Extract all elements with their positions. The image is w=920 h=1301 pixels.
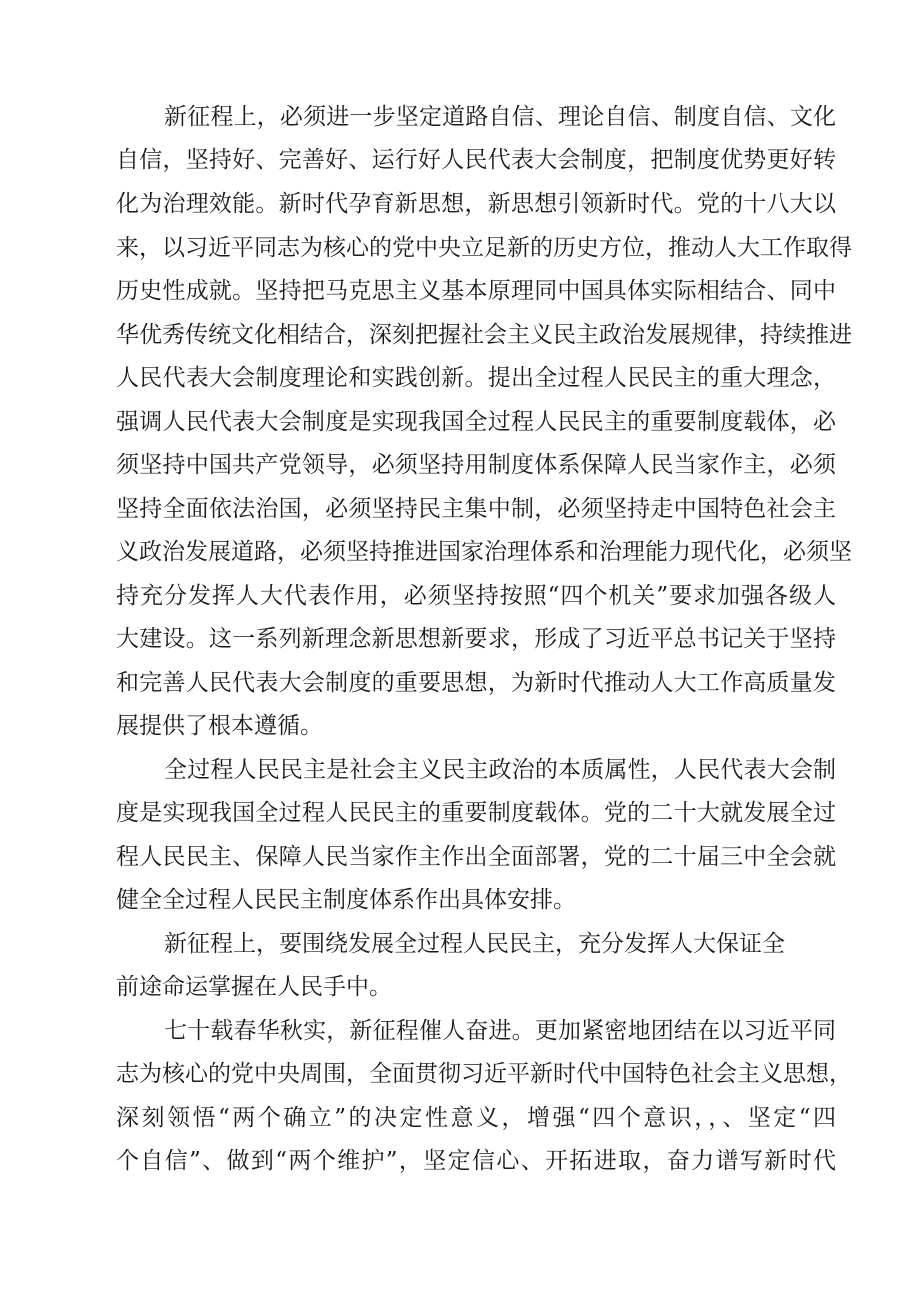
text-line: 须坚持中国共产党领导，必须坚持用制度体系保障人民当家作主，必须 [116,452,836,478]
text-line: 坚持全面依法治国，必须坚持民主集中制，必须坚持走中国特色社会主 [116,496,836,522]
text-line: 志为核心的党中央周围，全面贯彻习近平新时代中国特色社会主义思想， [116,1061,852,1087]
text-line: 度是实现我国全过程人民民主的重要制度载体。党的二十大就发展全过 [116,800,836,826]
text-line: 历史性成就。坚持把马克思主义基本原理同中国具体实际相结合、同中 [116,278,836,304]
text-line: 新征程上，必须进一步坚定道路自信、理论自信、制度自信、文化 [164,104,836,130]
text-line: 全过程人民民主是社会主义民主政治的本质属性，人民代表大会制 [164,757,836,783]
text-line: 程人民民主、保障人民当家作主作出全面部署，党的二十届三中全会就 [116,844,836,870]
text-line: 个自信”、做到“两个维护”，坚定信心、开拓进取，奋力谱写新时代 [116,1148,836,1174]
text-line: 健全全过程人民民主制度体系作出具体安排。 [116,887,576,913]
text-line: 和完善人民代表大会制度的重要思想，为新时代推动人大工作高质量发 [116,670,836,696]
text-line: 新征程上，要围绕发展全过程人民民主，充分发挥人大保证全 [164,931,785,957]
text-line: 深刻领悟“两个确立”的决定性意义，增强“四个意识，，、坚定“四 [116,1105,836,1131]
text-line: 自信，坚持好、完善好、运行好人民代表大会制度，把制度优势更好转 [116,147,836,173]
text-line: 持充分发挥人大代表作用，必须坚持按照“四个机关”要求加强各级人 [116,583,836,609]
text-line: 前途命运掌握在人民手中。 [116,974,392,1000]
text-line: 人民代表大会制度理论和实践创新。提出全过程人民民主的重大理念， [116,365,836,391]
text-line: 展提供了根本遵循。 [116,713,323,739]
text-line: 大建设。这一系列新理念新思想新要求，形成了习近平总书记关于坚持 [116,626,836,652]
text-line: 华优秀传统文化相结合，深刻把握社会主义民主政治发展规律，持续推进 [116,322,852,348]
text-line: 强调人民代表大会制度是实现我国全过程人民民主的重要制度载体，必 [116,409,836,435]
text-line: 义政治发展道路，必须坚持推进国家治理体系和治理能力现代化，必须坚 [116,539,852,565]
text-line: 来，以习近平同志为核心的党中央立足新的历史方位，推动人大工作取得 [116,235,852,261]
text-line: 化为治理效能。新时代孕育新思想，新思想引领新时代。党的十八大以 [116,191,836,217]
text-line: 七十载春华秋实，新征程催人奋进。更加紧密地团结在以习近平同 [164,1018,836,1044]
